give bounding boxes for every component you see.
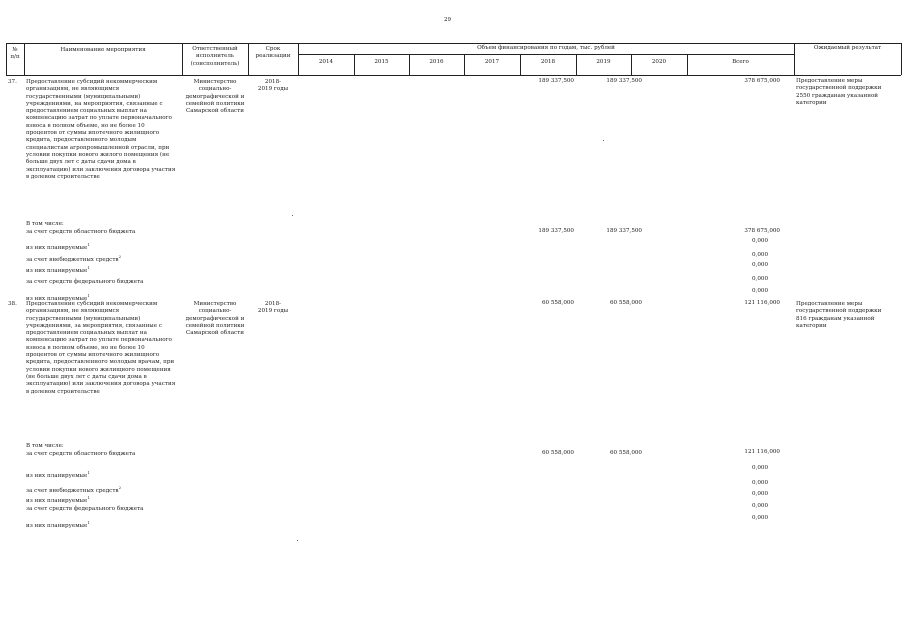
header-financing: Объем финансирования по годам, тыс. рублей bbox=[477, 45, 615, 51]
sub-label: из них планируемые bbox=[26, 497, 88, 504]
row-term: 2018- 2019 годы bbox=[257, 79, 289, 93]
row-value-total: 378 675,000 bbox=[744, 78, 780, 84]
footnote-mark: 2 bbox=[118, 254, 121, 259]
row-result: Предоставление меры государственной поддержки 2550 гражданам указанной категории bbox=[796, 78, 882, 106]
sub-label: за счет внебюджетных средств bbox=[26, 256, 119, 263]
row-number: 37. bbox=[8, 79, 17, 85]
sub-value-total: 0,000 bbox=[751, 262, 768, 268]
sub-title: В том числе: bbox=[26, 443, 64, 449]
sub-value-2018: 60 558,000 bbox=[541, 450, 574, 456]
row-responsible: Министерство социально- демографической и семейной политики Самарской области bbox=[185, 79, 245, 115]
row-term: 2018- 2019 годы bbox=[257, 301, 289, 315]
sub-label: из них планируемые bbox=[26, 472, 88, 479]
header-year-2018: 2018 bbox=[540, 59, 556, 65]
sub-value-total: 0,000 bbox=[751, 515, 768, 521]
header-name: Наименование мероприятия bbox=[60, 47, 146, 53]
footnote-mark: 1 bbox=[87, 242, 90, 247]
row-value-2018: 189 337,500 bbox=[538, 78, 574, 84]
scan-speck bbox=[297, 540, 298, 541]
sub-label: из них планируемые bbox=[26, 267, 88, 274]
header-year-2014: 2014 bbox=[318, 59, 334, 65]
sub-label: за счет средств областного бюджета bbox=[26, 451, 136, 457]
row-result: Предоставление меры государственной поддержки 816 гражданам указанной категории bbox=[796, 301, 882, 329]
sub-value-total: 0,000 bbox=[751, 503, 768, 509]
row-name: Предоставление субсидий некоммерческим организациям, не являющимся государственными (муниципальными) учреждениями, за мероприятия, связанные с предоставлением социальных выплат на компенсацию затрат по уплате первоначального взноса в полном объеме, но не более 10 процентов от суммы ипотечного жилищного кредита, предоставленного молодым врачам, при условии покупки нового жилищного помещения (не больше двух лет с даты сдачи дома в эксплуатацию) или заключения договора участия в долевом строительстве bbox=[26, 301, 176, 395]
sub-value-total: 121 116,000 bbox=[744, 449, 780, 455]
header-total: Всего bbox=[732, 59, 749, 65]
row-value-2019: 60 558,000 bbox=[609, 300, 642, 306]
sub-value-total: 378 675,000 bbox=[744, 228, 780, 234]
header-year-2019: 2019 bbox=[596, 59, 611, 65]
sub-label: за счет внебюджетных средств bbox=[26, 487, 119, 494]
sub-value-2019: 60 558,000 bbox=[609, 450, 642, 456]
row-value-2019: 189 337,500 bbox=[606, 78, 642, 84]
sub-label: за счет средств областного бюджета bbox=[26, 229, 136, 235]
header-year-2020: 2020 bbox=[651, 59, 667, 65]
sub-value-2019: 189 337,500 bbox=[606, 228, 642, 234]
footnote-mark: 1 bbox=[87, 265, 90, 270]
sub-value-total: 0,000 bbox=[751, 276, 768, 282]
row-value-total: 121 116,000 bbox=[744, 300, 780, 306]
sub-value-total: 0,000 bbox=[751, 238, 768, 244]
footnote-mark: 1 bbox=[87, 495, 90, 500]
header-num: № п/п bbox=[10, 47, 20, 61]
sub-value-2018: 189 337,500 bbox=[538, 228, 574, 234]
sub-value-total: 0,000 bbox=[751, 252, 768, 258]
footnote-mark: 1 bbox=[87, 470, 90, 475]
header-result: Ожидаемый результат bbox=[813, 45, 882, 51]
sub-label: из них планируемые bbox=[26, 522, 88, 529]
sub-label: из них планируемые bbox=[26, 295, 88, 302]
row-value-2018: 60 558,000 bbox=[541, 300, 574, 306]
footnote-mark: 1 bbox=[87, 520, 90, 525]
scan-speck bbox=[603, 140, 604, 141]
sub-value-total: 0,000 bbox=[751, 491, 768, 497]
header-year-2016: 2016 bbox=[429, 59, 444, 65]
row-number: 38. bbox=[8, 301, 17, 307]
header-responsible: Ответственный исполнитель (соисполнитель) bbox=[190, 46, 240, 67]
sub-value-total: 0,000 bbox=[751, 480, 768, 486]
footnote-mark: 1 bbox=[87, 293, 90, 298]
header-year-2017: 2017 bbox=[484, 59, 500, 65]
sub-value-total: 0,000 bbox=[751, 465, 768, 471]
sub-label: за счет средств федерального бюджета bbox=[26, 279, 144, 285]
sub-label: из них планируемые bbox=[26, 244, 88, 251]
sub-title: В том числе: bbox=[26, 221, 64, 227]
footnote-mark: 2 bbox=[118, 485, 121, 490]
header-year-2015: 2015 bbox=[374, 59, 389, 65]
sub-value-total: 0,000 bbox=[751, 288, 768, 294]
sub-label: за счет средств федерального бюджета bbox=[26, 506, 144, 512]
row-name: Предоставление субсидий некоммерческим организациям, не являющимся государственными (муниципальными) учреждениями, на мероприятия, связанные с предоставлением социальных выплат на компенсацию затрат по уплате первоначального взноса в полном объеме, но не более 10 процентов от суммы ипотечного жилищного кредита, предоставленного молодым специалистам агропромышленной отрасли, при условии покупки нового жилого помещения (не больше двух лет с даты сдачи дома в эксплуатацию) или заключения договора участия в долевом строительстве bbox=[26, 79, 176, 180]
scan-speck bbox=[292, 215, 293, 216]
header-term: Срок реализации bbox=[255, 46, 291, 60]
row-responsible: Министерство социально- демографической и семейной политики Самарской области bbox=[185, 301, 245, 337]
page-number: 29 bbox=[444, 17, 451, 23]
